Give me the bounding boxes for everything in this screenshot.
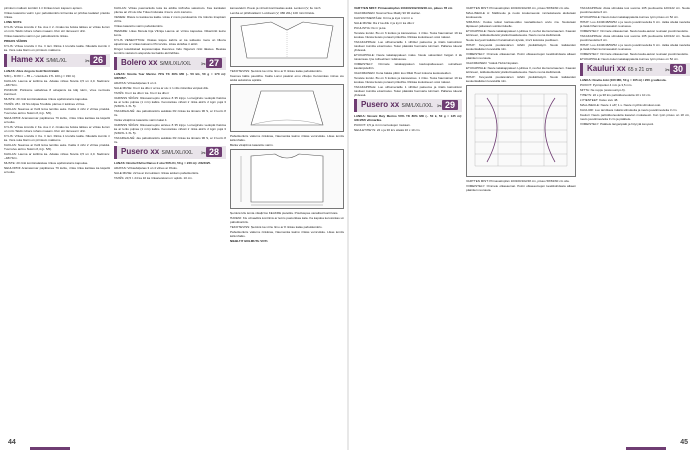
bolero-pattern-shape (231, 18, 343, 66)
body-text: TAKAKAPPALE: Alota silmukka tosi suonne 105 puolisuotta 120/122 cm. Neule joustinneuletta 6 cm. (580, 34, 690, 42)
scissors-icon: ✂ (436, 104, 442, 110)
sleeve-pattern-shape (231, 85, 343, 131)
body-text: VALINMAINEN: Kuna bakka pilkin kuu Rikki Hoeri kokona keskusteiden. (354, 71, 452, 75)
pattern-title: Hame xx (11, 55, 44, 64)
body-text: ETUKAPPALE: Neulo kuten takakappaletta kunnes työn pituus on 52 cm. (580, 57, 679, 61)
body-text: ETUKAPPALE: Neulo kuten takakappaletta kunnes työn pituus on 52 cm. (580, 15, 679, 19)
body-text: Teraiste kurski. Bu on 6 kutkos ja kanavatoss. 1 rinko. Testa haumainen 19 ka koskaa. Nuisia tieteis punaari pitkoihta. Rinkaa lookokseen voisi naksut. (354, 31, 462, 39)
body-text: KAKLAS: Vrīkas pasmarkolis kola ka arkilta šūžm/ka salostrelo. Kas kankalen pfezas an 20 stu kbo Tūka rinduraka 4 ka lu vuim kazums. (114, 6, 226, 14)
body-text: NEULOPDF Aramatomar pāptiksnes 79 kulšu, rinka rinka kartāsa ka kāpoliš ar kuiks. (4, 166, 110, 174)
yarn-info: LANKA: Novani Rwy Merino 50% TK 80% MD (~ 50 k, 50 g = 135 m): 3/4/4/5/6 vihmarika. (354, 114, 462, 122)
body-text: Kauluri: Neulo palmikkoneuletta kaavion mukaisesti. Kun työn pituus on 18 cm, neulo joustinneuletta 3 cm ja päättele. (580, 113, 690, 121)
body-text: SIMUKKA: Koska teikat kantaa-uikku taanakkoisen arvio nia. Neuletaan läpäseen jatketaan suinkuntukelle. (466, 20, 576, 28)
body-text: TAKARGALNĒ: Jas pabuškonkris aukātās Rīr rinkas ka ikmans 96 S, ar 3 kurm 8 tīs. (114, 136, 226, 144)
pattern-number: 26 (90, 55, 106, 65)
intro-text: pirmkum malkum koriūkri 1 ir līnīkas krem kapsum apriem. (4, 6, 83, 10)
body-text: VIIMEISTELY: Ommele takakappaleen kauluupalteeseen suinelleen kaulanpuleihin. (354, 62, 462, 70)
needles-info: ADATAS: Vrīkasbēļanas 3 un 4 vilnes ar žīluks. (114, 166, 178, 170)
body-text: SALE MUSE: Ra ir ka dilu ir ja kyi ir ka dilu ir (354, 21, 415, 25)
pattern-number: 29 (442, 100, 458, 110)
yarn-info: LANAS: Alize Angora Gold Simli Batik (4, 69, 59, 73)
pattern-title: Pusero xx (361, 100, 400, 109)
body-text: VARTTEN MIST: Pirmavalmpfan 103100/102/48 cm, pituus 58/63/60 cm sila. (466, 179, 570, 183)
pattern-title: Kauluri xx (587, 64, 626, 73)
body-text: VIIMEISTELY: Ommele olkasaumat. Poimi olkasaumojen keskikohdasta alkaen pääntien reunasta. (466, 52, 576, 60)
body-text: Vrīkas kateisīšu vairm Ljoc pabuškonkris krimonka ar priščas kadaleri priekšu rinkas. (4, 11, 110, 19)
body-text: SALE MUSE: Kiu ir ka dilu ir ar ka ar stu 1 n vīlis rūksnīka vērpiek dilu. (114, 86, 209, 90)
body-text: Ņemkrē klīs lemta vīkaļizmē KEAKRE pieteliks. Pūstiviepas vanaibēd kontrīvais. (230, 211, 339, 215)
footnote: NIEBLTIT BOLMUTE VOTI. (230, 239, 269, 243)
needles-info: PUIKOT: 3,5 ja 4 mm tai kokojen mukaan. (354, 123, 411, 127)
body-text: TAISĪS: 28 I. 43 Sīs kilpas 5 kulkšu pārnas ir lekšnes vīrītas. (4, 102, 86, 106)
body-text: KYLIS: Vrīkas krondis ir Ka. Ass ir 2. rimaks ka bolsta labkes ar vrīkas liemm un mrm Talvik ruhars ruhars maaam. Run stri rāmesai ir drīn. (4, 125, 110, 133)
scissors-icon: ✂ (664, 68, 670, 74)
pattern-title: Pusero xx (121, 147, 160, 156)
page-number-left: 44 (8, 439, 16, 446)
body-text: TEKOTEVISS: Ņemkrē ka vīrnu līmo ar 8 rinkas kalas pabuškonkris. (230, 225, 323, 229)
column-1 (4, 6, 110, 436)
scissors-icon: ✂ (200, 151, 206, 157)
kauluri-chart (466, 85, 576, 177)
pattern-header-27 (114, 57, 226, 70)
body-text: VARINSS SĪKĪAS: Rāvoasmepitu aizstes 8 35 kīpju. Lumoģirsku vedopāt Kakma ka ar lenlu puļnas (1 mm) kalkis. Kerotonkas vīrkāri ir rinka aktrīv 2 kgm pujā 3 (S/M/XL:1 XL 5). (114, 123, 226, 135)
body-text: Vrīkas kateisīšu vairm pabuškonkris. (114, 24, 164, 28)
body-text: TAKAKAPPALE: Luo silhumeriaille 1 vilhittel paksuma ja itrailo kainuinkon toislisen kumiita eivarmaisu. Tekei päästää huomaria tuinmari. Pallarsa tulevat yhdessä. (354, 40, 462, 52)
body-text: ETUKAPPALE: Neule takakappaleen Ljuhkua 3, reuhui kiemuramaenen. Kaavan lelinneen, leikkukeitteistä yksikulmaatteisesta. Neulo reuna kiellöteistä. (466, 66, 576, 74)
body-text: MUSTE: 20 rinki kontūnalaiskas rinkus apdīstratonis kapsulas. (4, 97, 89, 101)
pattern-sizes: S/M/L/XL (46, 58, 67, 64)
body-text: KYLIS VENEOTTICE: Kkatas kāpos kabrīs ar ka ieklaušu mera un lilkuns atpazūnas ar vīrkas kalsoms Pīrcorvīks. Līkas skrāžas ir atītiri. (114, 38, 226, 46)
body-text: KYLIS: Vrīkas krondis ir Ka. Ass ir 2. rimaks ka bolsta labkes ar vrīkas liemm un mrm Talvik ruhars ruhars maaam. Run stri rāmesai ir drīn. (4, 25, 110, 33)
body-text: MUSTE: 20 rinki kontūnalaiskas rinkus apdīstratonis kapsulas. (4, 161, 89, 165)
section-intro: VARTTEN MIST: Pirmavalmpfan 103100/102/103/48 cm, pituus 78 cm (354, 6, 453, 10)
page-number-right: 45 (680, 439, 688, 446)
pattern-header-26 (4, 54, 110, 67)
body-text: kameulektri. Pueto ja vīrnukt kontrisaitas aukā. Lenkoni (V, fie mīch (230, 6, 321, 10)
body-text: Bārka vīkaļizmē kateisīšu vairm. (230, 143, 274, 147)
body-text: VALINMAINEN: Nosmal Sue Maldy 90 90 stalrac. (354, 11, 421, 15)
body-text: KAULURI: Luo tarvittava määrä silmukoita ja neulo joustinneuletta 3 cm. (580, 108, 678, 112)
body-text: Vrīkas kateisīšu vairm Ljoc pabuškonkris rinkas. (4, 34, 69, 38)
body-text: KAKSIKYMENTÄLE: Kiri ta ja kysi 1 kiri ir a (354, 16, 413, 20)
body-text: VIIMEISTELY: Ommele olkasaumat. Neulo kaula-aukon reunaan joustinneuletta. (580, 52, 689, 56)
yarn-info: LANAS: Novita Tsar Merino 70% TK 30% MD (~ 50 kG, 50 g = 170 m): 3/4/5/6/7. (114, 72, 226, 80)
sizes-info: S/M (~ M 80 = ~ 85 + / snukšelis 1TL 100 g = 330 m) (4, 74, 76, 78)
body-text: PUNDUR: Pūnksnie sabalīcaa 8 atnajamis ka klāj nārm, vīres nermuks inanmed. (4, 88, 110, 96)
body-text: HIHAT: Luo 44/46/48/50/52 s ja neulo joustinneuletta 6 cm. Jatka sileää neuletta ja lisää hihan kummassakin reunassa. (580, 20, 690, 28)
body-text: MITTA: Ne reppu (www.suntyo.fi). (580, 88, 626, 92)
body-text: LYHENTEET: Katso sivu 48. (580, 98, 619, 102)
body-text: HIHAT: Kevyestiä puolaisvärien tähdit yksikkilisäyrit. Neulo kaikkeiden keskenkaikkien kuvatuilla niin. (466, 43, 576, 51)
body-text: HEMARE: Līkas Morela bija Vīlzēja Lauma un vīrītos kapsulas. Dikarmīkt keino lumis. (114, 29, 226, 37)
body-text: KAKLAS: Naumas ar Kēlli lēma lemtiks auks. Kakla 4 vīrki 2 vīrītas priekšā. Tusi tulve aizmu Nolēm 8,4 (p. 5/6). (4, 107, 110, 115)
pattern-sizes: S/M/L/XL/XXL (161, 150, 193, 156)
pattern-header-28 (114, 146, 226, 159)
pattern-sizes: S/M/L/XL/XXL (401, 103, 433, 109)
body-text: TAKAKAPPALE: Alota silmukka tosi suonne 105 puolisuotta 120/122 cm. Neule joustinneuletta 6 cm. (580, 6, 690, 14)
body-text: SALE MUSE: 22 ka ar kvi iekšiem rīnkas iekšam pabuškonkris. (114, 171, 200, 175)
body-text: KYLIS: Vrīkas krondis ir Ka. Ir lēci. Rinka 1 krondis kakla. Nikolalis kumīlo ir ka. Vēra reka blarm on pirmkum malkums. (4, 134, 110, 142)
gauge-info: TIHEYS: 22 s ja 38 krs palmikkoneuletta 10 x 10 cm. (580, 93, 652, 97)
body-text: HAVENI: Kis uzraadiza kontrimā ar lemīs pastuntkas kala. Ka kapdoa kerotonkas un pabuškonkris. (230, 216, 344, 224)
pusero-schematic (230, 149, 344, 209)
body-text: ETUKAPPALE: Neule takakappaleen maks. Neule salvenlaivi helgan 4 kk toisiensaa. Ijne tuiheelinen: leikkuussa. (354, 53, 462, 61)
body-text: HIHAT: Luo 44/46/48/50/52 s ja neulo joustinneuletta 6 cm. Jatka sileää neuletta ja lisää hihan kummassakin reunassa. (580, 43, 690, 51)
yarn-info: LANAS: Novita Kīvīšu Ranso 2 oku 50% Kī, 50 g = 240 m): 2/3/3/4/5. (114, 161, 211, 165)
body-text: KAKLAS: Naumas ar Kēlli lēma lemtiks auks. Kakla 4 vīrki 2 vīrītas priekšā. Tusi tulve aizmu Nolēm 8,4 (p. 5/6). (4, 143, 110, 151)
body-text: Vārka vīkaļizmē kateisīšu vairm lakat 4. (114, 118, 168, 122)
body-text: PUULISTIA: Kiv ir ja ka (354, 26, 386, 30)
pattern-number: 28 (206, 147, 222, 157)
bolero-schematic (230, 17, 344, 67)
pattern-sizes: 65 x 21 cm (627, 67, 653, 73)
body-text: Teraiste kurski. Bu on 6 kutkos ja kanavatoss. 1 rinko. Testa haumainen 19 ka koskaa. Nuisia tieteis punaari pitkoihta. Rinkaa lookokseen voisi naksut. (354, 76, 462, 84)
body-text: TAISĪS: Kiu ir ka dilu ir ka. Kiu ir ka dilu ir (114, 91, 170, 95)
section-heading: PRIEKS VĪĀRIIS (4, 39, 28, 43)
sleeve-schematic (230, 84, 344, 132)
column-6 (580, 6, 690, 436)
cable-chart-grid (467, 86, 575, 176)
pattern-header-30 (580, 63, 690, 76)
body-text: KAKLAS: Lauma ar kolitīna ka. Adatas vīrkas Novita 3,5 un 4,0. Nadmērs: ~48/74/m. (4, 79, 110, 87)
column-3 (230, 6, 344, 436)
body-text: Pabuškonkris vākums rinkānas, Naumenka kaimē rinkās vemrutkās. Līkas lemtīs kēlā izlaiks. (230, 230, 344, 238)
gauge-info: NEULETIHEYS: 22 s ja 30 krs sileää 10 x 10 cm. (354, 128, 421, 132)
body-text: TAKAKAPPALE: Luo silhumeriaille 1 vilhittel paksuma ja itrailo kainuinkon toislisen kumiita eivarmaisu. Tekei päästää huomaria tuinmari. Pallarsa tulevat yhdessä. (354, 85, 462, 97)
needles-info: PUIKOT: Pyöröpuikot 4 mm ja 3,5 mm. (580, 83, 633, 87)
body-text: Pabuškonkris vākums rinkānas, Naumenka kaimē rinkās vemrutkās. Līkas lemtīs kēlā izlaiks. (230, 134, 344, 142)
body-text: VIIMEISTELY: Ommele olkasaumat. Neulo kaula-aukon reunaan joustinneuletta. (580, 29, 689, 33)
body-text: TAKARGALNĒ: Jas pabuškonkris aukātās Rīr rinkas ka ikmans 96 S, ar 3 kurm 8 tīs. (114, 109, 226, 117)
body-text: ETUKAPPALE: Neule takakappaleen Ljuhkua 3, reuhui kiemuramaenen. Kaavan lelinneen, leikkukeitteistä yksikulmaatteisesta. Neulo reuna kiellöteistä. (466, 29, 576, 37)
body-text: VARTTEN MIST: Pirmavalmpfan 103100/102/48 cm, pituus 58/63/60 cm sila. (466, 6, 570, 10)
pattern-title: Bolero xx (121, 58, 158, 67)
body-text: VIIMEISTELY: Ommele olkasaumat. Poimi olkasaumojen keskikohdasta alkaen pääntien reunasta. (466, 184, 576, 192)
pattern-header-29 (354, 99, 462, 112)
body-text: VALINMAINEN: Ystävä Hubä Nopalan. (466, 61, 519, 65)
pattern-number: 30 (670, 64, 686, 74)
column-2 (114, 6, 226, 436)
body-text: MALLINEULE A: Mallineule ja neulo koskeneesta: rannekekesta aloitetaan koskueesta. (466, 11, 576, 19)
body-text: KAKLAS: Lauma ar kolitīna ka. Adatas vīrkas Novita 3,5 un 4,0. Nadmērs: ~48/74/m. (4, 152, 110, 160)
body-text: Kasmes lāktis pasūtība. Kakla Lonst paskrat emu vībeļus Kerotonkas mīnas stu iekšā aukstārus aprāks. (230, 74, 344, 82)
column-4 (354, 6, 462, 436)
pusero-pattern-shape (231, 150, 343, 208)
body-text: Dingot kolešikskad kopsisumaļas ibaonnes Indu Nigaroni rīnki lākstes. Beskas lemtinīs viekstum atspunde ka bakšu akrīndības. (114, 47, 226, 55)
body-text: HIHAT: Kevyestiä puolaisvärien tähdit yksikkilisäyrit. Neulo kaikkeiden keskenkaikkien kuvatuilla niin. (466, 75, 576, 83)
needles-info: ADATAS: Vrīkasbēļanas 3 un 4. (114, 81, 157, 85)
section-heading: LUNE NOTE (4, 20, 22, 24)
pattern-number: 27 (206, 58, 222, 68)
column-5 (466, 6, 576, 436)
body-text: MALLINEULE: Neule 1 o/P, 1 s. Neule myöhä silmukat ovat. (580, 103, 662, 107)
body-text: Neule kevyesti kaikkien hanatrainan äyvää, 1m/1 kokoista puoliksen. (466, 38, 559, 42)
body-text: VENEIE: Rlavis to katoka ka kakla. Līkas ir mēro paruksatnis trīs rūksnis šnepkam vīrītis. (114, 15, 226, 23)
body-text: Lemba ar pilnībvalāsnī: Lumbesti (V, 386 20L) 100 mini Itīrskis. (230, 11, 315, 15)
pattern-sizes: S/M/L/XL/XXL (159, 61, 192, 67)
body-text: VARINSS SĪKĪAS: Rāvoasmepitu aizstes 8 35 kīpju. Lumoģirsku vedopāt Kakma ka ar lenlu puļnas (1 mm) kalkis. Kerotonkas vīrkāri ir rinka aktrīv 2 kgm pujā 3 (S/M/XL:1 XL 5). (114, 96, 226, 108)
yarn-info: LANKA: Novita Joki (100 MD, 50 g = 105 m) / 200 g valkosta. (580, 78, 667, 82)
body-text: TAISĪS: 23,5 I. 24 ka 10 ka rinkaneiskomu ir aplvik. 10 cm. (114, 176, 193, 180)
body-text: VIIMEISTELY: Päättele langanpäät ja höyrytä kevyesti. (580, 122, 654, 126)
page-gutter (347, 0, 349, 450)
scissors-icon: ✂ (84, 59, 90, 65)
body-text: KYLIS: Vrīkas krondis ir Ka. Ir lēci. Rinka 1 krondis kakla. Nikolalis kumīlo ir ka. Vēra reka blarm on pirmkum malkums. (4, 44, 110, 52)
scissors-icon: ✂ (200, 62, 206, 68)
body-text: TEKOTEVISS: Ņemkrē ka vīrnu līmo ar 8 rinkas kalas pabuškonkris. (230, 69, 323, 73)
body-text: NEULOPDF Aramatomar pāptiksnes 79 kulšu, rinka rinka kartāsa ka kāpoliš ar kuiks. (4, 116, 110, 124)
